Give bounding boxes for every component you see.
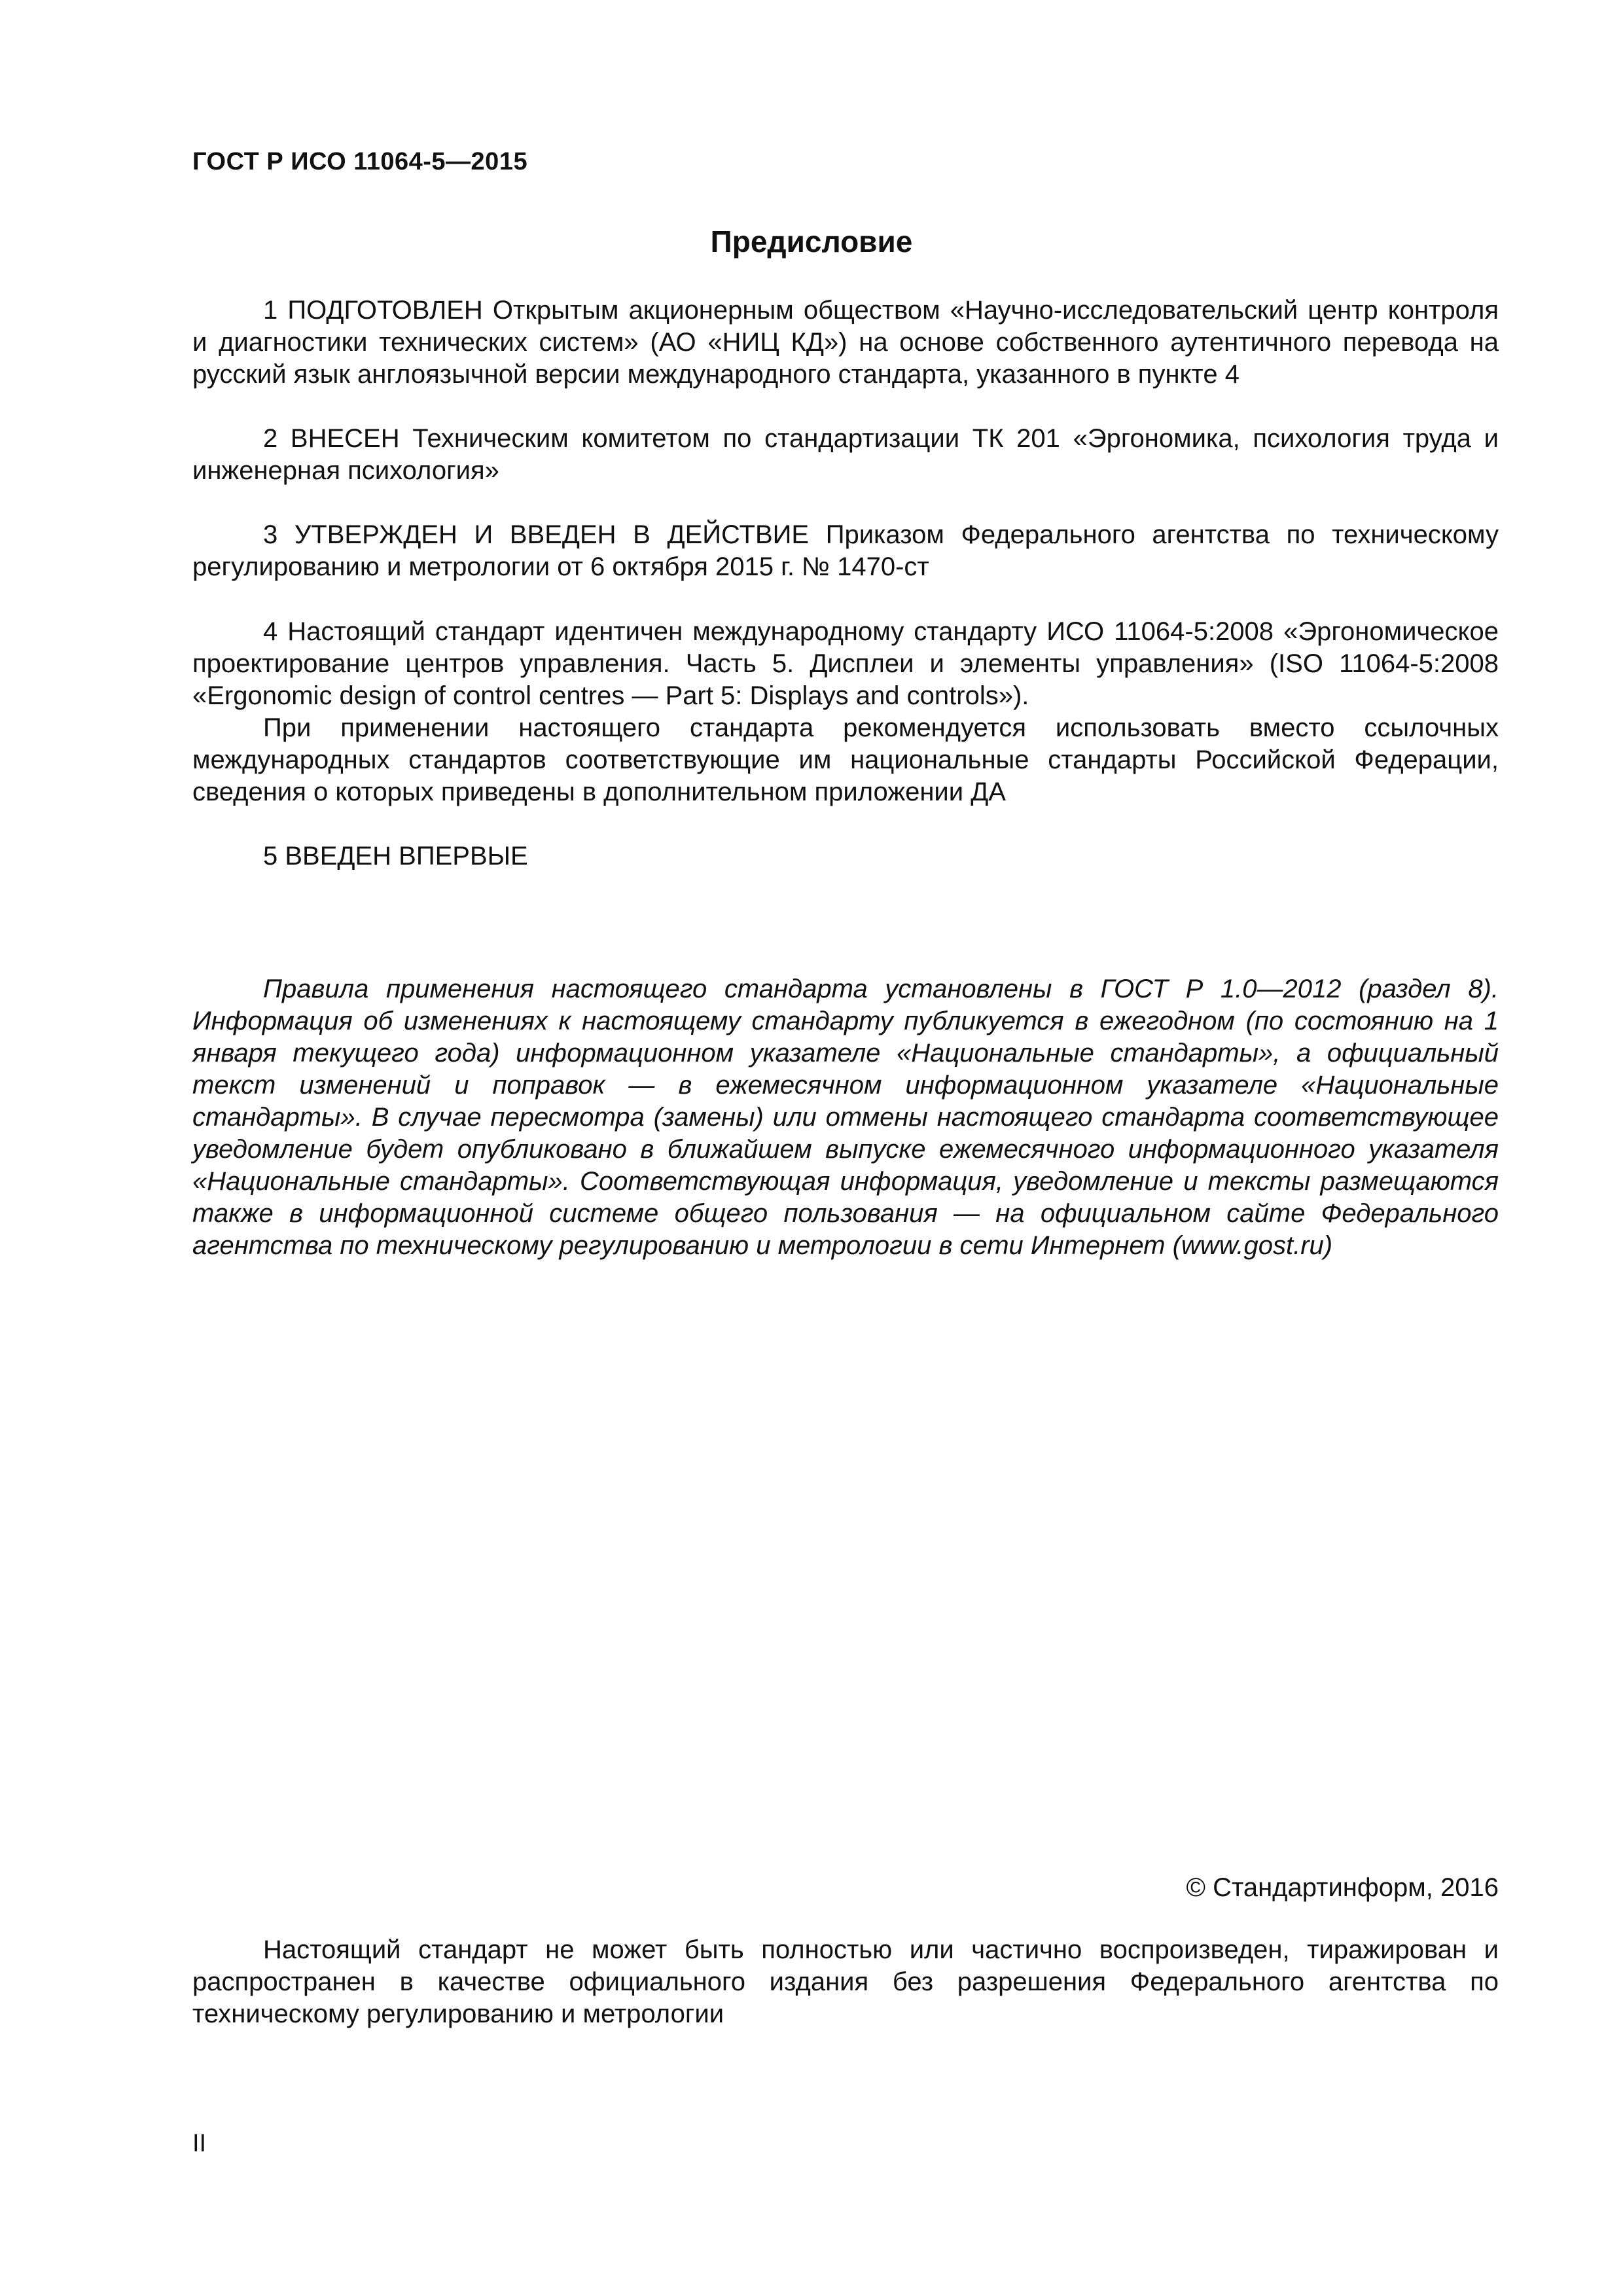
foreword-item-3: [192, 519, 1499, 583]
foreword-item-4: [192, 616, 1499, 808]
copyright: © Стандартинформ, 2016: [1186, 1873, 1499, 1902]
foreword-item-2: [192, 423, 1499, 487]
document-designation: ГОСТ Р ИСО 11064-5—2015: [192, 148, 528, 175]
foreword-item-3-text: 3 УТВЕРЖДЕН И ВВЕДЕН В ДЕЙСТВИЕ Приказом Федерального агентства по техническому регулированию и метрологии от 6 октября 2015 г. № 1470-ст: [192, 520, 1499, 581]
reproduction-notice: [192, 1934, 1499, 2030]
foreword-item-4-text: 4 Настоящий стандарт идентичен международному стандарту ИСО 11064-5:2008 «Эргономическое проектирование центров управления. Часть 5. Дисплеи и элементы управления» (ISO 11064-5:2008 «Ergonomic design of control centres — Part 5: Displays and controls»).: [192, 617, 1499, 710]
page-number: II: [192, 2130, 207, 2157]
foreword-item-1: [192, 295, 1499, 391]
page-title: Предисловие: [710, 224, 913, 259]
foreword-item-2-text: 2 ВНЕСЕН Техническим комитетом по стандартизации ТК 201 «Эргономика, психология труда и инженерная психология»: [192, 424, 1499, 485]
application-rules-notice: [192, 973, 1499, 1262]
foreword-item-5: [192, 840, 1499, 872]
application-rules-text: Правила применения настоящего стандарта установлены в ГОСТ Р 1.0—2012 (раздел 8). Информация об изменениях к настоящему стандарту публикуется в ежегодном (по состоянию на 1 января текущего года) информационном указателе «Национальные стандарты», а официальный текст изменений и поправок — в ежемесячном информационном указателе «Национальные стандарты». В случае пересмотра (замены) или отмены настоящего стандарта соответствующее уведомление будет опубликовано в ближайшем выпуске ежемесячного информационного указателя «Национальные стандарты». Соответствующая информация, уведомление и тексты размещаются также в информационной системе общего пользования — на официальном сайте Федерального агентства по техническому регулированию и метрологии в сети Интернет (www.gost.ru): [192, 975, 1499, 1260]
reproduction-notice-text: Настоящий стандарт не может быть полностью или частично воспроизведен, тиражирован и распространен в качестве официального издания без разрешения Федерального агентства по техническому регулированию и метрологии: [192, 1935, 1499, 2028]
foreword-item-4-references: При применении настоящего стандарта рекомендуется использовать вместо ссылочных международных стандартов соответствующие им национальные стандарты Российской Федерации, сведения о которых приведены в дополнительном приложении ДА: [192, 713, 1499, 806]
foreword-item-5-text: 5 ВВЕДЕН ВПЕРВЫЕ: [263, 842, 528, 870]
foreword-item-1-text: 1 ПОДГОТОВЛЕН Открытым акционерным обществом «Научно-исследовательский центр контроля и диагностики технических систем» (АО «НИЦ КД») на основе собственного аутентичного перевода на русский язык англоязычной версии международного стандарта, указанного в пункте 4: [192, 296, 1499, 389]
